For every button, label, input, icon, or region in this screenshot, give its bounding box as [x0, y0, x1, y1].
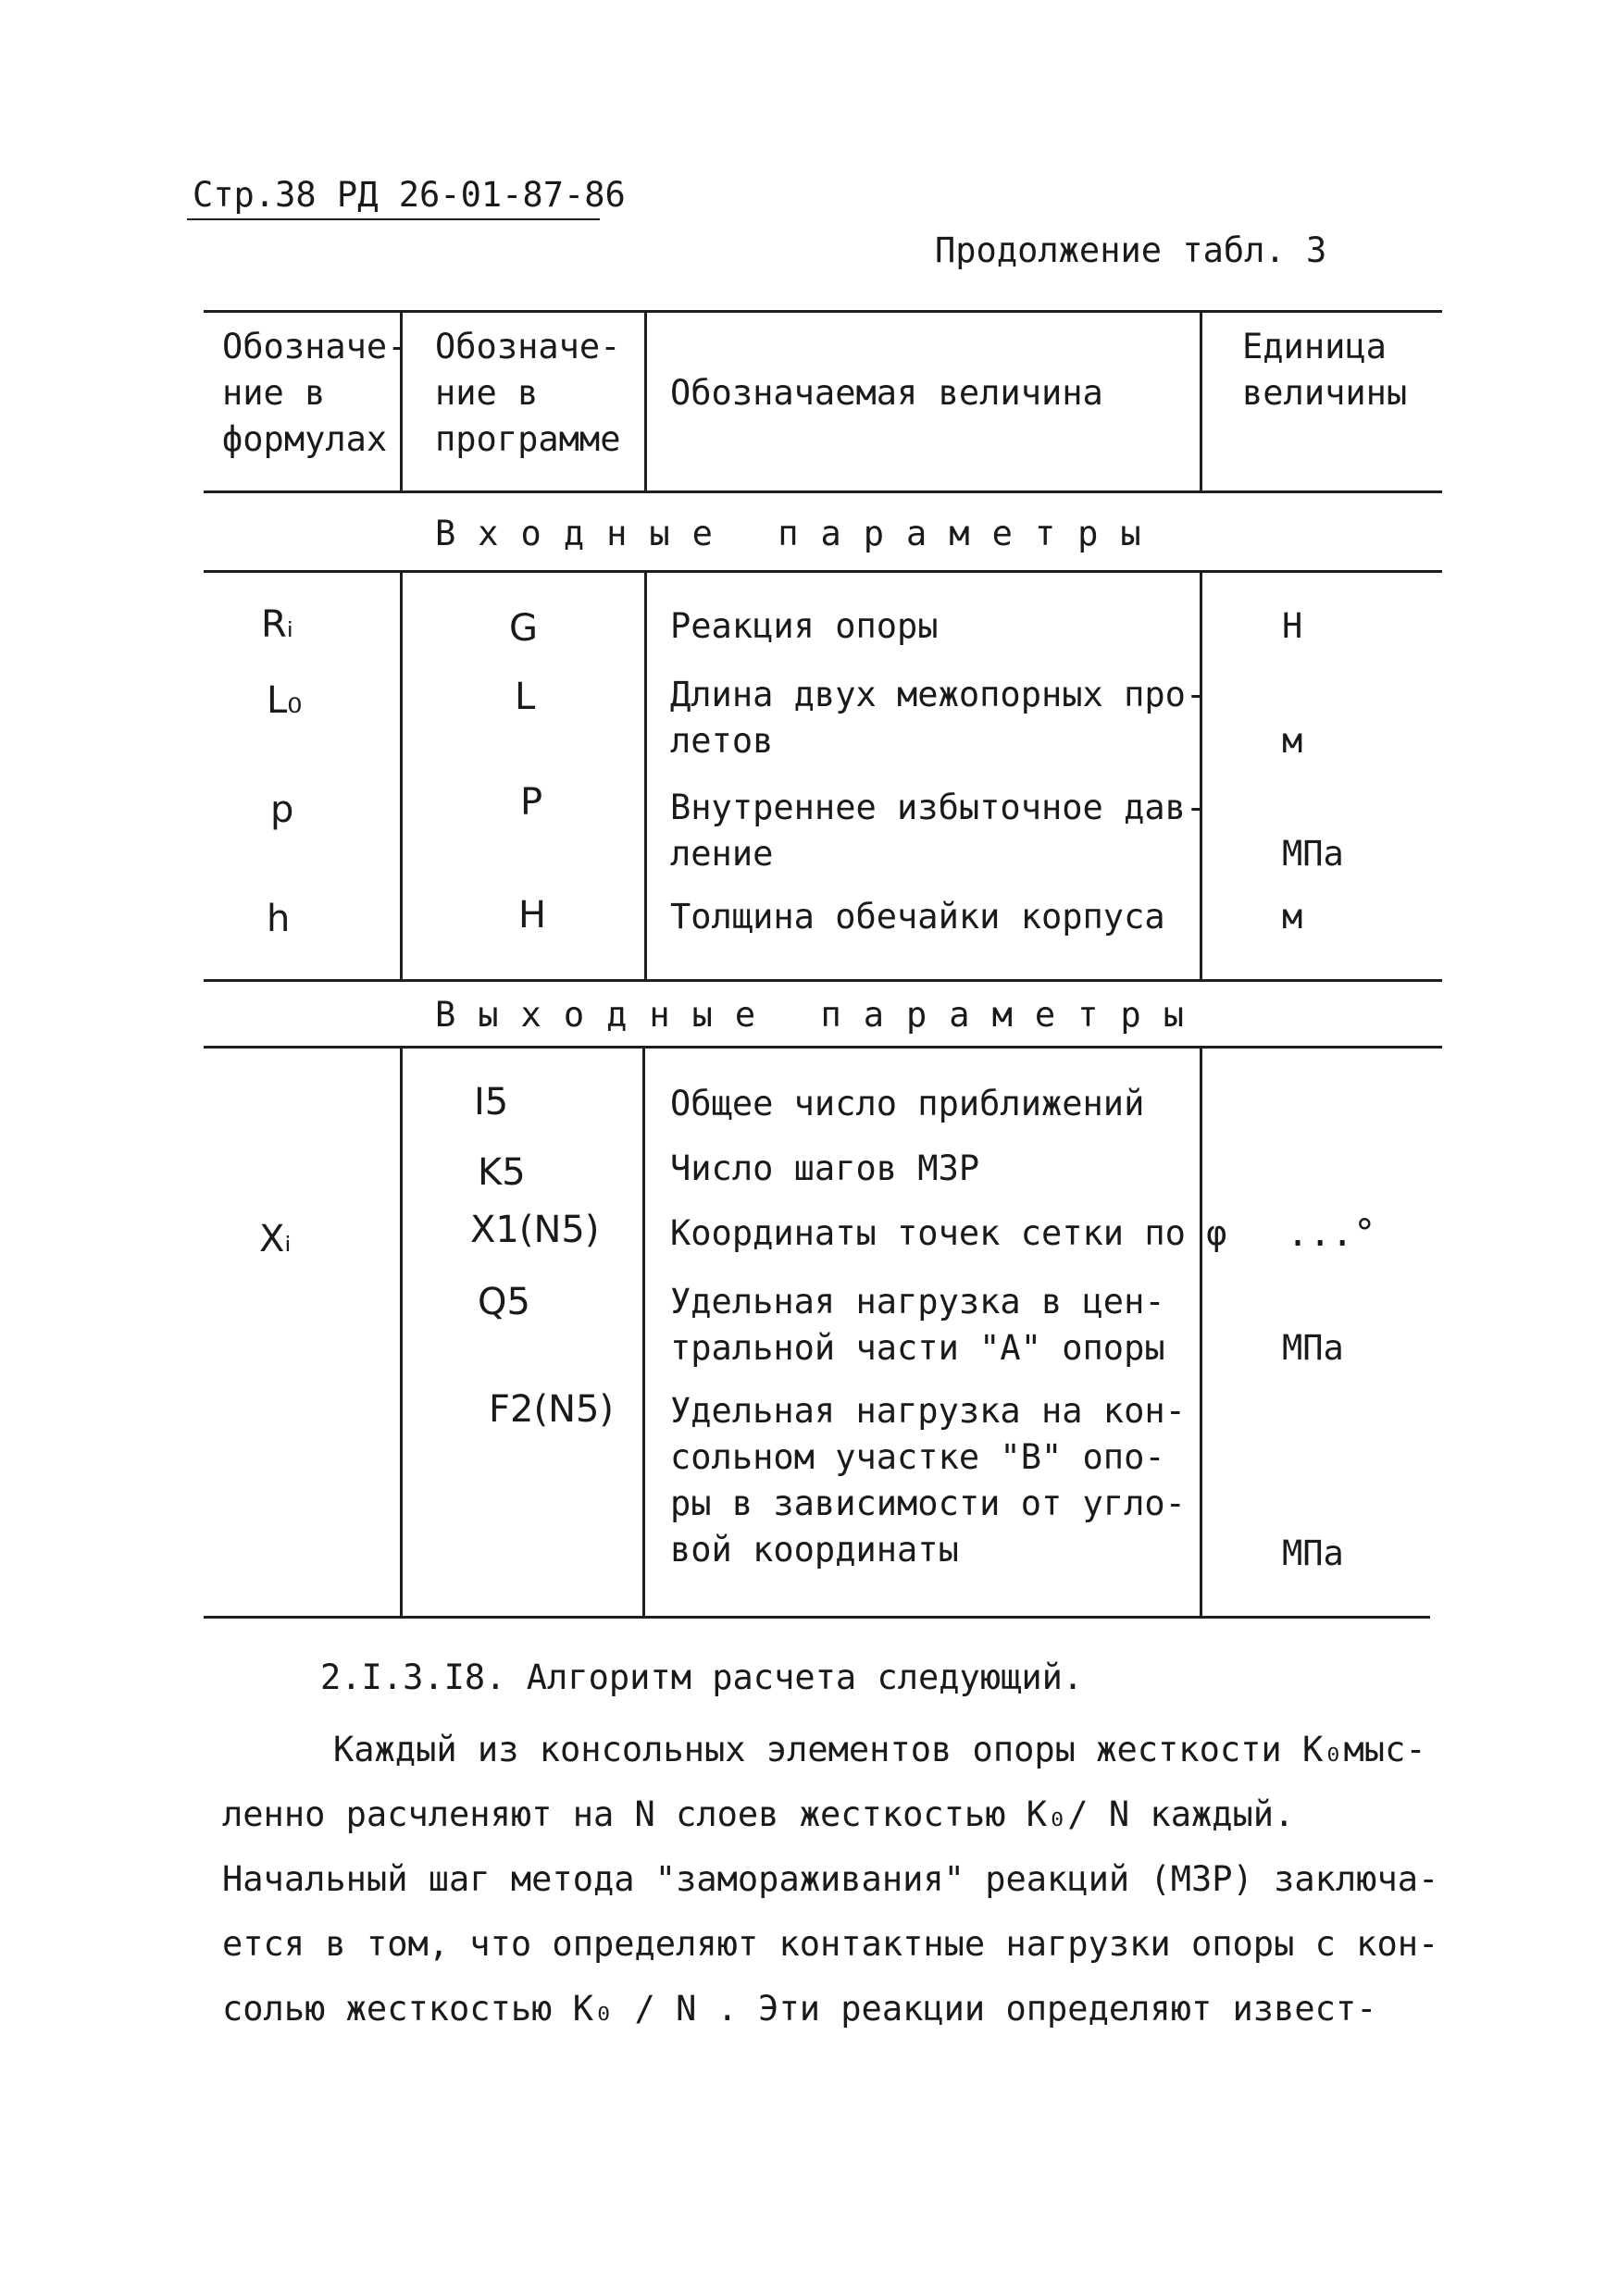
program-symbol-p: P [520, 781, 543, 824]
col-header-unit: Единица величины [1242, 327, 1408, 413]
input-desc-reaction: Реакция опоры [670, 606, 939, 646]
col-rule-2-output [642, 1046, 645, 1616]
program-symbol-g: G [509, 607, 538, 650]
paragraph-line-1: Каждый из консольных элементов опоры жесткости K₀мыс- [333, 1730, 1426, 1769]
paragraph-line-5: солью жесткостью K₀ / N . Эти реакции определяют извест- [222, 1989, 1377, 2029]
col-rule-2-header [644, 310, 647, 490]
output-unit-cantilever-load: МПа [1282, 1533, 1344, 1573]
header-underline [187, 218, 600, 220]
input-unit-thickness: м [1282, 897, 1303, 937]
output-desc-central-load: Удельная нагрузка в цен- тральной части "А" опоры [670, 1282, 1165, 1368]
formula-symbol-x: Xᵢ [259, 1218, 292, 1260]
col-rule-3-header [1200, 310, 1202, 490]
program-symbol-f2-n5: F2(N5) [489, 1388, 615, 1431]
col-rule-1-input [400, 570, 403, 979]
body-paragraph [222, 1718, 1438, 2042]
col-rule-3-input [1200, 570, 1202, 979]
input-unit-reaction: Н [1282, 606, 1303, 646]
col-header-quantity: Обозначаемая величина [670, 373, 1103, 413]
col-header-program: Обозначе- ние в программе [435, 327, 621, 459]
input-desc-pressure: Внутреннее избыточное дав- ление [670, 788, 1207, 874]
table-top-rule [204, 310, 1442, 313]
input-desc-thickness: Толщина обечайки корпуса [670, 897, 1165, 937]
col-rule-3-output [1200, 1046, 1202, 1616]
input-unit-length: м [1282, 721, 1303, 761]
formula-symbol-p: p [270, 788, 294, 831]
section-input-parameters: Входные параметры [435, 514, 1164, 553]
program-symbol-k5: K5 [478, 1151, 526, 1194]
col-header-formula: Обозначе- ние в формулах [222, 327, 408, 459]
header-bottom-rule [204, 490, 1442, 493]
output-unit-degrees: ...° [1287, 1212, 1376, 1255]
program-symbol-q5: Q5 [478, 1281, 530, 1323]
col-rule-2-input [644, 570, 647, 979]
formula-symbol-r: Rᵢ [261, 603, 293, 646]
input-unit-pressure: МПа [1282, 834, 1344, 874]
formula-symbol-l: L₀ [267, 679, 303, 722]
section-output-parameters: Выходные параметры [435, 995, 1206, 1035]
output-desc-steps: Число шагов МЗР [670, 1148, 980, 1188]
output-desc-cantilever-load: Удельная нагрузка на кон- сольном участке "В" опо- ры в зависимости от угло- вой координаты [670, 1391, 1186, 1570]
col-rule-1-output [400, 1046, 403, 1616]
program-symbol-i5: I5 [474, 1081, 509, 1123]
program-symbol-x1-n5: X1(N5) [470, 1209, 600, 1251]
page-reference: Стр.38 РД 26-01-87-86 [193, 175, 626, 215]
program-symbol-l: L [515, 676, 536, 718]
output-desc-iterations: Общее число приближений [670, 1084, 1145, 1123]
input-desc-length: Длина двух межопорных про- летов [670, 675, 1207, 761]
paragraph-line-3: Начальный шаг метода "замораживания" реакций (МЗР) заключа- [222, 1859, 1439, 1899]
formula-symbol-h: h [267, 898, 291, 940]
paragraph-line-2: ленно расчленяют на N слоев жесткостью K₀/ N каждый. [222, 1794, 1295, 1834]
input-section-rule [204, 570, 1442, 573]
output-desc-grid-coordinates: Координаты точек сетки по φ [670, 1213, 1227, 1253]
input-end-rule [204, 979, 1442, 982]
table-bottom-rule [204, 1616, 1430, 1619]
output-unit-central-load: МПа [1282, 1328, 1344, 1368]
section-heading: 2.I.3.I8. Алгоритм расчета следующий. [320, 1657, 1084, 1697]
table-caption: Продолжение табл. 3 [935, 230, 1327, 270]
program-symbol-h: H [518, 894, 547, 937]
paragraph-line-4: ется в том, что определяют контактные нагрузки опоры с кон- [222, 1924, 1439, 1964]
output-section-rule [204, 1046, 1442, 1049]
